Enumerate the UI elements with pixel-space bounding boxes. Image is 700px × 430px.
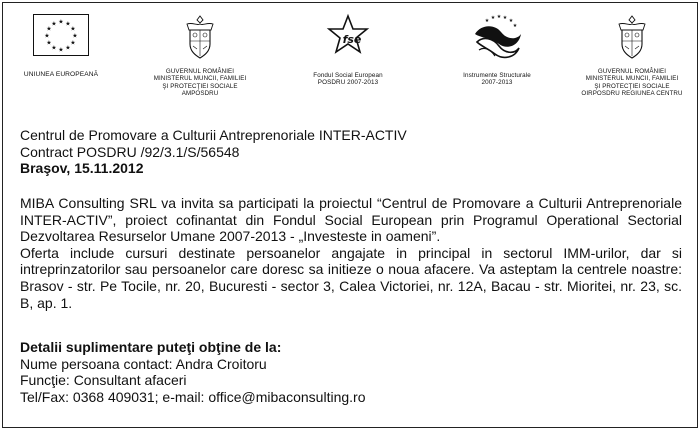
svg-text:★: ★ <box>70 25 76 33</box>
svg-text:★: ★ <box>46 39 52 47</box>
contact-details <box>20 339 682 405</box>
svg-text:★: ★ <box>51 44 57 52</box>
svg-text:★: ★ <box>512 23 518 29</box>
svg-text:★: ★ <box>58 46 64 54</box>
contact-tel-email: Tel/Fax: 0368 409031; e-mail: office@mibaconsulting.ro <box>20 388 366 405</box>
center-name: Centrul de Promovare a Culturii Antreprenoriale INTER-ACTIV <box>20 127 407 143</box>
svg-text:★: ★ <box>502 15 508 21</box>
svg-text:★: ★ <box>72 32 78 40</box>
fse-mark: fse <box>342 33 362 46</box>
svg-text:★: ★ <box>65 20 71 28</box>
offer-paragraph: Oferta include cursuri destinate persoanelor angajate in principal in sectorul IMM-urilor, dar si intreprinzatorilor sau persoanelor care doresc sa initieze o noua afacere. Va asteptam la centrele noastre: Brasov - str. Pe Tocile, nr. 20, Bucuresti - sector 3, Calea Victoriei, nr. 12A, Bacau - str. Mioritei, nr. 23, sc. B, ap. 1. <box>20 244 682 311</box>
document-body <box>20 195 682 311</box>
structural-instruments-logo <box>445 12 549 87</box>
place-date: Braşov, 15.11.2012 <box>20 160 144 177</box>
contract-number: Contract POSDRU /92/3.1/S/56548 <box>20 143 240 160</box>
oir-caption-line: OIRPOSDRU REGIUNEA CENTRU <box>581 89 683 97</box>
svg-text:★: ★ <box>484 18 490 24</box>
oir-caption-line: MINISTERUL MUNCII, FAMILIEI <box>585 75 679 83</box>
svg-text:★: ★ <box>70 39 76 47</box>
svg-text:★: ★ <box>65 44 71 52</box>
oir-caption-line: ŞI PROTECŢIEI SOCIALE <box>594 82 670 90</box>
coat-of-arms-icon <box>183 14 217 60</box>
coat-of-arms-icon <box>615 14 649 60</box>
is-caption-line: Instrumente Structurale <box>463 72 531 79</box>
contact-heading: Detalii suplimentare puteţi obţine de la: <box>20 339 282 355</box>
contact-person: Nume persoana contact: Andra Croitoru <box>20 355 267 372</box>
svg-text:★: ★ <box>508 18 514 24</box>
gov-logo <box>140 14 260 97</box>
fse-star-icon <box>324 12 372 60</box>
gov-caption-line: GUVERNUL ROMÂNIEI <box>165 68 235 75</box>
gov-caption-line: AMPOSDRU <box>181 89 219 97</box>
contact-role: Funcţie: Consultant afaceri <box>20 372 187 389</box>
gov-caption-line: ŞI PROTECŢIEI SOCIALE <box>162 82 238 90</box>
oir-logo <box>568 14 696 97</box>
svg-text:★: ★ <box>58 18 64 26</box>
svg-text:★: ★ <box>46 25 52 33</box>
svg-text:★: ★ <box>490 15 496 21</box>
structural-instruments-icon <box>467 12 527 62</box>
svg-text:★: ★ <box>496 14 502 20</box>
is-caption-line: 2007-2013 <box>481 79 513 87</box>
fse-logo <box>300 12 396 87</box>
fse-caption-line: Fondul Social European <box>313 72 383 79</box>
eu-caption: UNIUNEA EUROPEANĂ <box>23 71 99 78</box>
invitation-paragraph: MIBA Consulting SRL va invita sa participati la proiectul “Centrul de Promovare a Culturii Antreprenoriale INTER-ACTIV”, proiect cofinantat din Fondul Social European prin Programul Operational Sectorial Dezvoltarea Resurselor Umane 2007-2013 - „Investeste in oameni”. <box>20 195 682 245</box>
eu-logo <box>18 14 104 78</box>
document-header <box>20 127 682 177</box>
logo-bar <box>0 0 700 110</box>
gov-caption-line: MINISTERUL MUNCII, FAMILIEI <box>153 75 247 83</box>
svg-text:★: ★ <box>51 20 57 28</box>
fse-caption-line: POSDRU 2007-2013 <box>317 79 379 87</box>
eu-flag-icon <box>33 14 89 56</box>
svg-text:★: ★ <box>44 32 50 40</box>
oir-caption-line: GUVERNUL ROMÂNIEI <box>597 68 667 75</box>
